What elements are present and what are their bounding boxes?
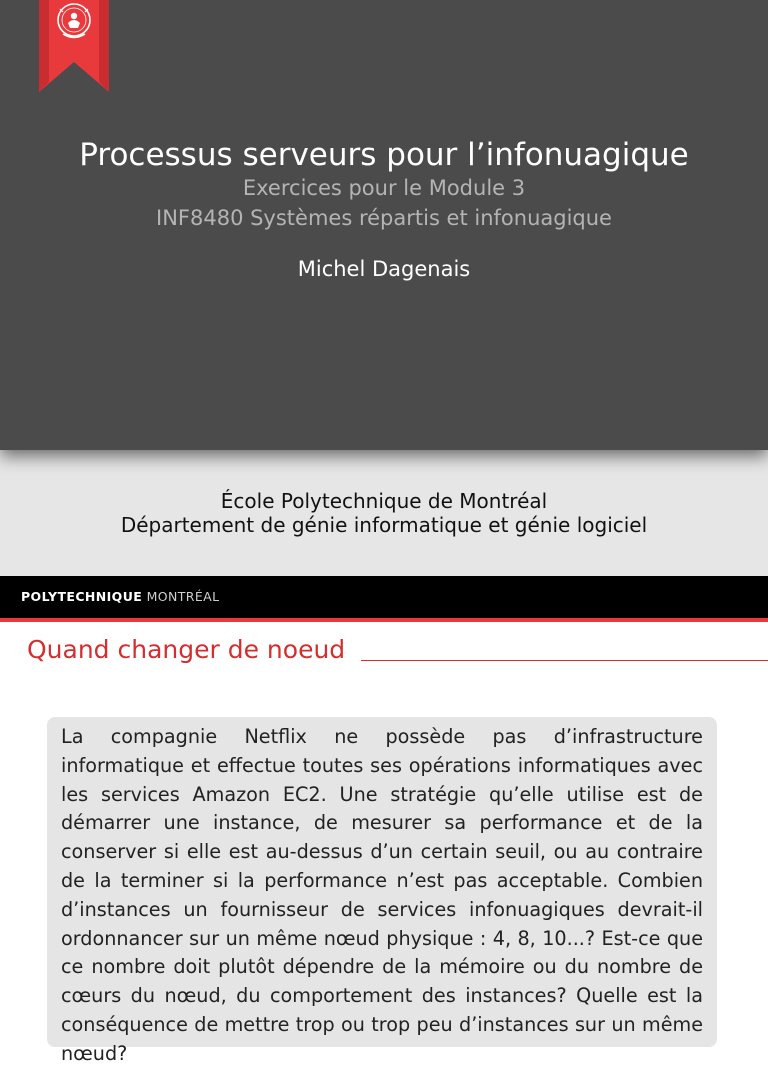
header-divider xyxy=(0,618,768,622)
header-bar xyxy=(0,576,768,618)
subtitle-module: Exercices pour le Module 3 xyxy=(242,176,526,200)
subtitle-course: INF8480 Systèmes répartis et infonuagique xyxy=(156,206,612,230)
exercise-text: La compagnie Netflix ne possède pas d’infrastructure informatique et effectue toutes ses opérations informatiques avec les services Amazon EC2. Une stratégie qu’elle utilise est de démarrer une instance, de mesurer sa performance et de la conserver si elle est au-dessus d’un certain seuil, ou au contraire de la terminer si la performance n’est pas acceptable. Combien d’instances un fournisseur de services infonuagiques devrait-il ordonnancer sur un même nœud physique : 4, 8, 10...? Est-ce que ce nombre doit plutôt dépendre de la mémoire ou du nombre de cœurs du nœud, du comportement des instances? Quelle est la conséquence de mettre trop ou trop peu d’instances sur un même nœud? xyxy=(61,725,703,1065)
author-name: Michel Dagenais xyxy=(297,257,471,281)
content-slide xyxy=(0,576,768,1065)
title-band xyxy=(0,0,768,450)
title-rule xyxy=(361,660,768,661)
exercise-block xyxy=(47,717,717,1065)
header-brand xyxy=(21,589,219,605)
institute-department: Département de génie informatique et génie logiciel xyxy=(120,513,648,537)
presentation-title: Processus serveurs pour l’infonuagique xyxy=(79,137,689,173)
brand-bold: POLYTECHNIQUE xyxy=(21,589,143,604)
polytechnique-seal-icon xyxy=(39,0,109,92)
brand-light: MONTRÉAL xyxy=(146,589,220,604)
institute-school: École Polytechnique de Montréal xyxy=(220,489,548,513)
frame-title: Quand changer de noeud xyxy=(27,635,346,664)
